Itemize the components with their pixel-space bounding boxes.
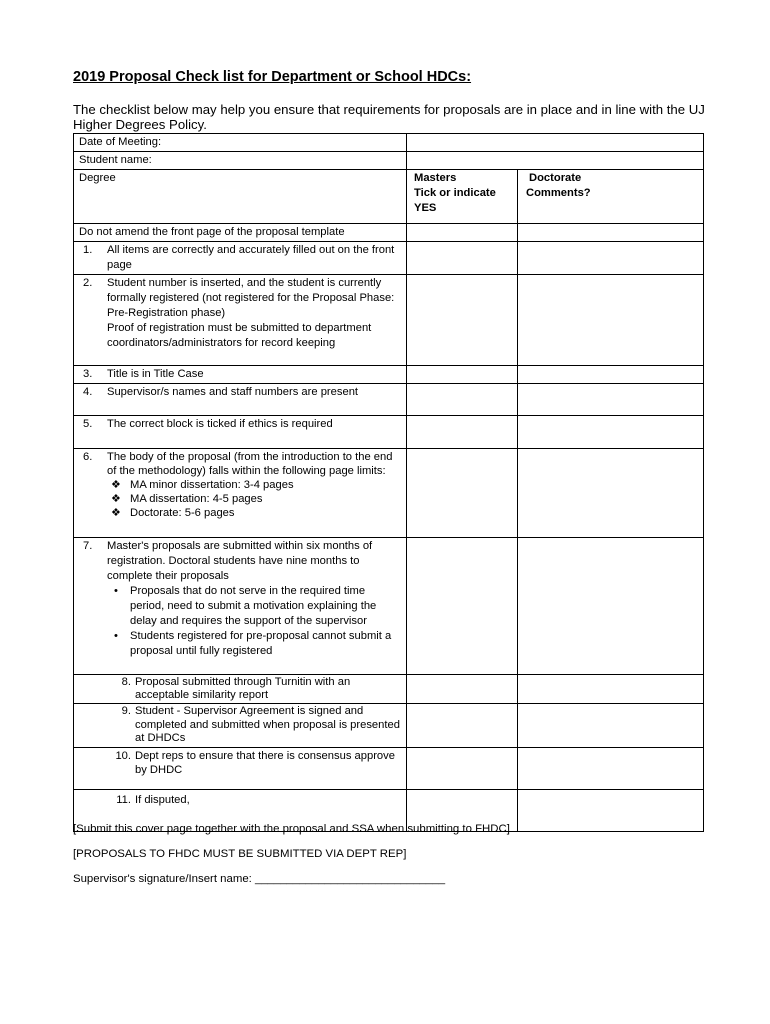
table-row — [74, 747, 704, 789]
masters-cell[interactable] — [407, 704, 518, 748]
doctorate-cell[interactable] — [518, 789, 704, 831]
intro-paragraph: The checklist below may help you ensure that requirements for proposals are in place and in line with the UJ Higher Degrees Policy. — [73, 102, 705, 132]
list-item: ❖ MA minor dissertation: 3-4 pages — [107, 478, 397, 492]
item-number: 9. — [121, 705, 131, 717]
item-text: The body of the proposal (from the introduction to the end of the methodology) falls within the following page limits: — [107, 451, 393, 477]
masters-header-cell — [407, 170, 518, 224]
list-item: • Proposals that do not serve in the required time period, need to submit a motivation explaining the delay and requires the support of the supervisor — [107, 584, 397, 629]
masters-cell[interactable] — [407, 416, 518, 449]
degree-label: Degree — [74, 170, 407, 224]
item-cell — [74, 275, 407, 366]
table-row — [74, 704, 704, 748]
item-cell — [74, 242, 407, 275]
item-text-block — [107, 539, 397, 659]
list-item: • Students registered for pre-proposal cannot submit a proposal until fully registered — [107, 629, 397, 659]
item-text-block — [107, 450, 397, 520]
item-number: 6. — [83, 451, 93, 463]
item-cell — [74, 747, 407, 789]
masters-cell[interactable] — [407, 538, 518, 675]
item-text-secondary: Proof of registration must be submitted to department coordinators/administrators for record keeping — [107, 322, 372, 349]
submission-note: [Submit this cover page together with the proposal and SSA when submitting to FHDC] — [73, 823, 510, 835]
item-number: 3. — [83, 368, 93, 380]
table-row — [74, 275, 704, 366]
table-row — [74, 170, 704, 224]
masters-cell[interactable] — [407, 242, 518, 275]
item-text: Student - Supervisor Agreement is signed and completed and submitted when proposal is presented at DHDCs — [135, 705, 400, 744]
item-text: Dept reps to ensure that there is consensus approve by DHDC — [135, 749, 395, 776]
item-text-block — [107, 276, 397, 351]
checklist-table — [73, 133, 704, 832]
item-cell — [74, 538, 407, 675]
doctorate-subheader: Comments? — [526, 187, 591, 199]
table-row — [74, 416, 704, 449]
table-row — [74, 242, 704, 275]
doctorate-cell[interactable] — [518, 538, 704, 675]
item-cell — [74, 384, 407, 416]
item-cell — [74, 704, 407, 748]
fhdc-note: [PROPOSALS TO FHDC MUST BE SUBMITTED VIA DEPT REP] — [73, 848, 407, 860]
table-row — [74, 366, 704, 384]
masters-cell[interactable] — [407, 366, 518, 384]
bullet-icon: • — [114, 630, 118, 642]
item-text: If disputed, — [135, 793, 190, 806]
table-row — [74, 384, 704, 416]
doctorate-cell[interactable] — [518, 416, 704, 449]
masters-header: Masters — [414, 172, 457, 184]
item-text: Title is in Title Case — [107, 368, 204, 380]
table-row — [74, 152, 704, 170]
item-number: 10. — [115, 749, 131, 762]
bullet-icon: • — [114, 585, 118, 597]
item-text: All items are correctly and accurately filled out on the front page — [107, 244, 395, 271]
item-cell — [74, 416, 407, 449]
item-cell — [74, 449, 407, 538]
masters-cell[interactable] — [407, 675, 518, 704]
doctorate-cell[interactable] — [518, 449, 704, 538]
page-title: 2019 Proposal Check list for Department or School HDCs: — [73, 69, 472, 85]
deadline-notes-list — [107, 584, 397, 659]
masters-cell[interactable] — [407, 224, 518, 242]
item-number: 7. — [83, 540, 93, 552]
item-text: Proposal submitted through Turnitin with an acceptable similarity report — [135, 676, 351, 701]
doctorate-cell[interactable] — [518, 747, 704, 789]
doctorate-header-cell — [518, 170, 704, 224]
diamond-bullet-icon: ❖ — [110, 479, 122, 491]
date-value-cell[interactable] — [407, 134, 704, 152]
masters-cell[interactable] — [407, 384, 518, 416]
doctorate-cell[interactable] — [518, 224, 704, 242]
table-row — [74, 224, 704, 242]
item-cell — [74, 675, 407, 704]
date-label: Date of Meeting: — [74, 134, 407, 152]
item-number: 1. — [83, 244, 93, 256]
doctorate-cell[interactable] — [518, 366, 704, 384]
item-text: Supervisor/s names and staff numbers are present — [107, 386, 359, 398]
item-number: 5. — [83, 418, 93, 430]
student-name-value-cell[interactable] — [407, 152, 704, 170]
signature-line[interactable]: Supervisor's signature/Insert name: ______________________________ — [73, 873, 446, 885]
doctorate-cell[interactable] — [518, 275, 704, 366]
diamond-bullet-icon: ❖ — [110, 507, 122, 519]
doctorate-cell[interactable] — [518, 242, 704, 275]
front-page-note: Do not amend the front page of the proposal template — [74, 224, 407, 242]
doctorate-cell[interactable] — [518, 704, 704, 748]
item-cell — [74, 366, 407, 384]
table-row — [74, 675, 704, 704]
masters-cell[interactable] — [407, 449, 518, 538]
table-row — [74, 449, 704, 538]
table-row — [74, 134, 704, 152]
doctorate-header: Doctorate — [529, 172, 582, 184]
item-number: 8. — [121, 676, 131, 688]
item-text: The correct block is ticked if ethics is required — [107, 418, 333, 430]
item-number: 11. — [116, 793, 131, 806]
page-limit-list — [107, 478, 397, 520]
doctorate-cell[interactable] — [518, 384, 704, 416]
list-item: ❖ MA dissertation: 4-5 pages — [107, 492, 397, 506]
item-text: Student number is inserted, and the student is currently formally registered (not registered for the Proposal Phase: Pre-Registration phase) — [107, 277, 395, 319]
doctorate-cell[interactable] — [518, 675, 704, 704]
student-name-label: Student name: — [74, 152, 407, 170]
item-number: 2. — [83, 277, 93, 289]
masters-subheader: Tick or indicate YES — [414, 187, 496, 214]
list-item: ❖ Doctorate: 5-6 pages — [107, 506, 397, 520]
masters-cell[interactable] — [407, 275, 518, 366]
diamond-bullet-icon: ❖ — [110, 493, 122, 505]
masters-cell[interactable] — [407, 747, 518, 789]
table-row — [74, 538, 704, 675]
item-text: Master's proposals are submitted within six months of registration. Doctoral students have nine months to complete their proposals — [107, 540, 373, 582]
item-number: 4. — [83, 386, 93, 398]
